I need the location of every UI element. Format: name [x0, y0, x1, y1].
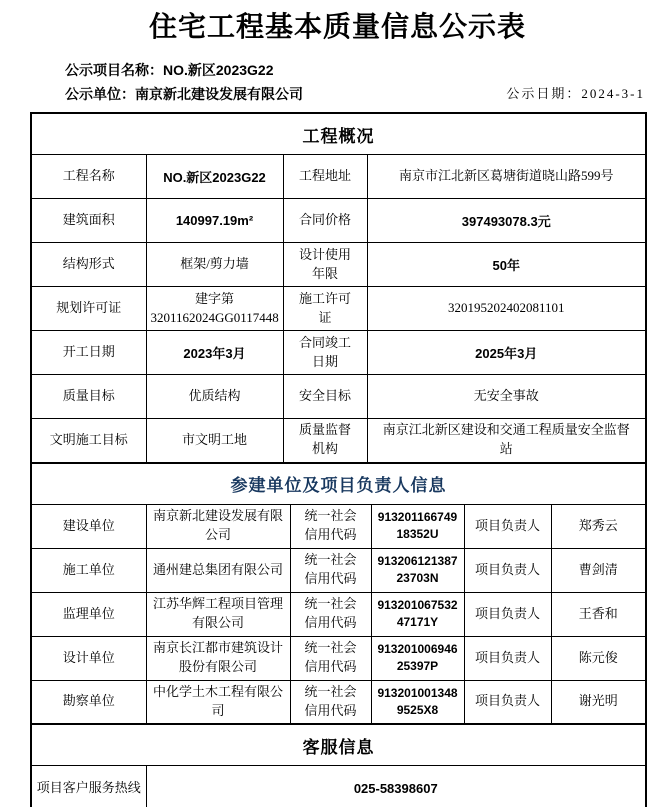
unit-date-line — [30, 82, 645, 106]
hotline-label: 项目客户服务热线 — [31, 766, 146, 807]
code-label: 统一社会信用代码 — [290, 548, 371, 592]
company-name: 江苏华辉工程项目管理有限公司 — [146, 592, 290, 636]
overview-label: 设计使用年限 — [283, 243, 367, 287]
leader-name: 曹剑清 — [551, 548, 646, 592]
leader-label: 项目负责人 — [464, 680, 551, 724]
overview-value: 南京市江北新区葛塘街道晓山路599号 — [367, 155, 646, 199]
overview-value: 320195202402081101 — [367, 287, 646, 331]
overview-value: 2023年3月 — [146, 331, 283, 375]
code-label: 统一社会信用代码 — [290, 592, 371, 636]
leader-label: 项目负责人 — [464, 504, 551, 548]
leader-name: 郑秀云 — [551, 504, 646, 548]
overview-label: 工程地址 — [283, 155, 367, 199]
overview-value: 50年 — [367, 243, 646, 287]
overview-label: 质量监督机构 — [283, 419, 367, 463]
role-label: 勘察单位 — [31, 680, 146, 724]
company-name: 南京新北建设发展有限公司 — [146, 504, 290, 548]
leader-label: 项目负责人 — [464, 548, 551, 592]
participants-section-header: 参建单位及项目负责人信息 — [31, 463, 646, 505]
overview-label: 文明施工目标 — [31, 419, 146, 463]
overview-value: 建字第3201162024GG0117448 — [146, 287, 283, 331]
overview-value: 2025年3月 — [367, 331, 646, 375]
overview-value: 框架/剪力墙 — [146, 243, 283, 287]
publish-date — [506, 82, 645, 106]
company-name: 南京长江都市建筑设计股份有限公司 — [146, 636, 290, 680]
role-label: 施工单位 — [31, 548, 146, 592]
overview-label: 工程名称 — [31, 155, 146, 199]
publish-unit-label: 公示单位： — [65, 86, 135, 102]
overview-value: 南京江北新区建设和交通工程质量安全监督站 — [367, 419, 646, 463]
overview-label: 开工日期 — [31, 331, 146, 375]
header-info — [30, 58, 645, 106]
company-name: 中化学土木工程有限公司 — [146, 680, 290, 724]
participants-table — [30, 462, 647, 726]
overview-section-header: 工程概况 — [31, 113, 646, 155]
credit-code: 91320106753247171Y — [371, 592, 464, 636]
overview-value: NO.新区2023G22 — [146, 155, 283, 199]
project-name-label: 公示项目名称： — [65, 62, 163, 78]
role-label: 设计单位 — [31, 636, 146, 680]
credit-code: 91320116674918352U — [371, 504, 464, 548]
service-section-header: 客服信息 — [31, 724, 646, 766]
overview-label: 结构形式 — [31, 243, 146, 287]
overview-label: 合同价格 — [283, 199, 367, 243]
publish-unit-value: 南京新北建设发展有限公司 — [135, 86, 303, 102]
service-table — [30, 723, 647, 807]
hotline-value: 025-58398607 — [146, 766, 646, 807]
overview-label: 合同竣工日期 — [283, 331, 367, 375]
role-label: 监理单位 — [31, 592, 146, 636]
leader-name: 陈元俊 — [551, 636, 646, 680]
overview-label: 施工许可证 — [283, 287, 367, 331]
credit-code: 91320612138723703N — [371, 548, 464, 592]
overview-value: 397493078.3元 — [367, 199, 646, 243]
overview-label: 规划许可证 — [31, 287, 146, 331]
leader-label: 项目负责人 — [464, 636, 551, 680]
page-title: 住宅工程基本质量信息公示表 — [148, 11, 526, 42]
credit-code: 91320100694625397P — [371, 636, 464, 680]
overview-value: 市文明工地 — [146, 419, 283, 463]
code-label: 统一社会信用代码 — [290, 680, 371, 724]
overview-label: 安全目标 — [283, 375, 367, 419]
publish-unit — [65, 82, 303, 106]
publish-date-label: 公示日期： — [506, 86, 582, 101]
leader-name: 王香和 — [551, 592, 646, 636]
overview-label: 建筑面积 — [31, 199, 146, 243]
credit-code: 9132010013489525X8 — [371, 680, 464, 724]
code-label: 统一社会信用代码 — [290, 504, 371, 548]
overview-value: 无安全事故 — [367, 375, 646, 419]
leader-name: 谢光明 — [551, 680, 646, 724]
publish-date-value: 2024-3-1 — [581, 86, 645, 101]
project-name-value: NO.新区2023G22 — [163, 62, 274, 78]
overview-value: 140997.19m² — [146, 199, 283, 243]
role-label: 建设单位 — [31, 504, 146, 548]
company-name: 通州建总集团有限公司 — [146, 548, 290, 592]
leader-label: 项目负责人 — [464, 592, 551, 636]
overview-value: 优质结构 — [146, 375, 283, 419]
code-label: 统一社会信用代码 — [290, 636, 371, 680]
project-name-line — [65, 58, 645, 82]
overview-label: 质量目标 — [31, 375, 146, 419]
overview-table — [30, 112, 647, 464]
